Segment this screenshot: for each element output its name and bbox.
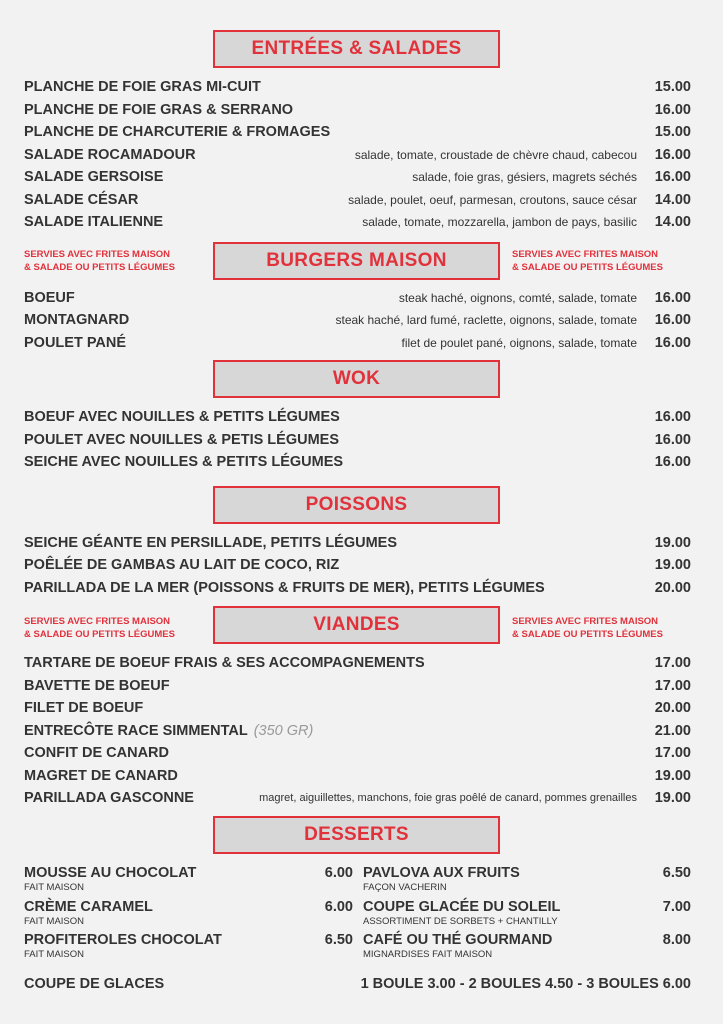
item-name: SEICHE AVEC NOUILLES & PETITS LÉGUMES <box>24 454 344 470</box>
dessert-price: 6.50 <box>662 865 691 881</box>
section-title-text: ENTRÉES & SALADES <box>251 38 462 59</box>
dessert-sub: ASSORTIMENT DE SORBETS + CHANTILLY <box>363 916 558 927</box>
menu-item <box>24 652 691 674</box>
item-price: 16.00 <box>654 454 691 470</box>
glaces-name: COUPE DE GLACES <box>24 976 165 992</box>
menu-item <box>24 76 691 98</box>
item-desc: steak haché, lard fumé, raclette, oignons, salade, tomate <box>335 313 637 327</box>
item-price: 15.00 <box>654 79 691 95</box>
item-desc: steak haché, oignons, comté, salade, tomate <box>398 291 637 305</box>
item-price: 17.00 <box>654 678 691 694</box>
item-name: SALADE GERSOISE <box>24 169 164 185</box>
item-name: PLANCHE DE FOIE GRAS MI-CUIT <box>24 79 261 95</box>
menu-item <box>24 287 691 309</box>
dessert-name: CRÈME CARAMEL <box>24 899 153 915</box>
item-name: PLANCHE DE FOIE GRAS & SERRANO <box>24 102 294 118</box>
dessert-item <box>24 865 353 899</box>
item-name: FILET DE BOEUF <box>24 700 144 716</box>
item-price: 14.00 <box>654 192 691 208</box>
item-name: SEICHE GÉANTE EN PERSILLADE, PETITS LÉGUMES <box>24 535 398 551</box>
item-price: 16.00 <box>654 432 691 448</box>
item-price: 20.00 <box>654 580 691 596</box>
dessert-price: 6.00 <box>324 865 353 881</box>
item-name: POULET AVEC NOUILLES & PETIS LÉGUMES <box>24 432 339 448</box>
item-price: 19.00 <box>654 790 691 806</box>
dessert-item <box>363 899 691 933</box>
dessert-name: CAFÉ OU THÉ GOURMAND <box>363 932 553 948</box>
item-price: 16.00 <box>654 102 691 118</box>
item-price: 16.00 <box>654 335 691 351</box>
item-name: MAGRET DE CANARD <box>24 768 178 784</box>
dessert-sub: FAIT MAISON <box>24 949 85 960</box>
section-title-text: POISSONS <box>305 494 408 515</box>
menu-item <box>24 332 691 354</box>
dessert-name: PAVLOVA AUX FRUITS <box>363 865 520 881</box>
item-price: 16.00 <box>654 147 691 163</box>
item-name: SALADE CÉSAR <box>24 192 139 208</box>
side-note-line: & SALADE OU PETITS LÉGUMES <box>512 261 663 273</box>
item-desc: salade, poulet, oeuf, parmesan, croutons, sauce césar <box>348 193 637 207</box>
item-price: 17.00 <box>654 655 691 671</box>
item-name: SALADE ROCAMADOUR <box>24 147 196 163</box>
dessert-name: COUPE GLACÉE DU SOLEIL <box>363 899 561 915</box>
item-name: POÊLÉE DE GAMBAS AU LAIT DE COCO, RIZ <box>24 557 340 573</box>
menu-item <box>24 99 691 121</box>
menu-item <box>24 144 691 166</box>
menu-item <box>24 451 691 473</box>
item-price: 21.00 <box>654 723 691 739</box>
item-price: 14.00 <box>654 214 691 230</box>
menu-item <box>24 675 691 697</box>
side-note-line: & SALADE OU PETITS LÉGUMES <box>24 628 175 640</box>
dessert-sub: MIGNARDISES FAIT MAISON <box>363 949 493 960</box>
menu-item <box>24 211 691 233</box>
item-desc: salade, foie gras, gésiers, magrets séchés <box>412 170 637 184</box>
viandes-side-note-left <box>24 616 214 641</box>
dessert-sub: FAÇON VACHERIN <box>363 882 447 893</box>
item-price: 20.00 <box>654 700 691 716</box>
side-note-line: SERVIES AVEC FRITES MAISON <box>512 616 659 627</box>
dessert-price: 8.00 <box>662 932 691 948</box>
menu-item <box>24 166 691 188</box>
section-title-text: BURGERS MAISON <box>266 250 447 271</box>
menu-item <box>24 554 691 576</box>
section-title-burgers <box>213 242 500 280</box>
item-name: POULET PANÉ <box>24 335 127 351</box>
dessert-name: MOUSSE AU CHOCOLAT <box>24 865 197 881</box>
item-name: PLANCHE DE CHARCUTERIE & FROMAGES <box>24 124 331 140</box>
menu-item <box>24 765 691 787</box>
glaces-row <box>24 973 691 995</box>
section-title-text: DESSERTS <box>304 824 409 845</box>
item-name: BOEUF <box>24 290 75 306</box>
section-title-wok <box>213 360 500 398</box>
menu-item <box>24 532 691 554</box>
side-note-line: SERVIES AVEC FRITES MAISON <box>512 249 659 260</box>
item-name: SALADE ITALIENNE <box>24 214 164 230</box>
item-name: BAVETTE DE BOEUF <box>24 678 170 694</box>
menu-item <box>24 121 691 143</box>
dessert-name: PROFITEROLES CHOCOLAT <box>24 932 222 948</box>
menu-item <box>24 787 691 809</box>
dessert-sub: FAIT MAISON <box>24 882 85 893</box>
dessert-item <box>24 899 353 933</box>
item-price: 19.00 <box>654 535 691 551</box>
item-desc: salade, tomate, mozzarella, jambon de pays, basilic <box>362 215 637 229</box>
side-note-line: SERVIES AVEC FRITES MAISON <box>24 616 171 627</box>
menu-item <box>24 309 691 331</box>
item-desc: salade, tomate, croustade de chèvre chaud, cabecou <box>354 148 637 162</box>
item-price: 19.00 <box>654 768 691 784</box>
dessert-price: 6.50 <box>324 932 353 948</box>
item-name: PARILLADA DE LA MER (POISSONS & FRUITS DE MER), PETITS LÉGUMES <box>24 580 545 596</box>
section-title-entrees <box>213 30 500 68</box>
item-desc: filet de poulet pané, oignons, salade, tomate <box>401 336 637 350</box>
dessert-item <box>363 932 691 966</box>
side-note-line: SERVIES AVEC FRITES MAISON <box>24 249 171 260</box>
item-price: 15.00 <box>654 124 691 140</box>
item-price: 16.00 <box>654 169 691 185</box>
item-name: PARILLADA GASCONNE <box>24 790 194 806</box>
item-name: BOEUF AVEC NOUILLES & PETITS LÉGUMES <box>24 409 340 425</box>
menu-item <box>24 577 691 599</box>
menu-item <box>24 429 691 451</box>
side-note-line: & SALADE OU PETITS LÉGUMES <box>512 628 663 640</box>
section-title-viandes <box>213 606 500 644</box>
dessert-price: 7.00 <box>662 899 691 915</box>
item-price: 16.00 <box>654 290 691 306</box>
menu-item <box>24 406 691 428</box>
menu-item <box>24 189 691 211</box>
item-price: 16.00 <box>654 312 691 328</box>
section-title-text: WOK <box>332 368 381 389</box>
burgers-side-note-left <box>24 249 214 274</box>
glaces-prices: 1 BOULE 3.00 - 2 BOULES 4.50 - 3 BOULES 6.00 <box>360 976 691 992</box>
item-desc: magret, aiguillettes, manchons, foie gras poêlé de canard, pommes grenailles <box>259 792 637 804</box>
item-name: TARTARE DE BOEUF FRAIS & SES ACCOMPAGNEMENTS <box>24 655 425 671</box>
dessert-item <box>24 932 353 966</box>
dessert-price: 6.00 <box>324 899 353 915</box>
section-title-desserts <box>213 816 500 854</box>
menu-item <box>24 720 691 742</box>
item-price: 16.00 <box>654 409 691 425</box>
item-price: 19.00 <box>654 557 691 573</box>
dessert-item <box>363 865 691 899</box>
viandes-side-note-right <box>512 616 702 641</box>
item-name: ENTRECÔTE RACE SIMMENTAL <box>24 723 248 739</box>
item-price: 17.00 <box>654 745 691 761</box>
section-title-text: VIANDES <box>313 614 400 635</box>
menu-item <box>24 697 691 719</box>
side-note-line: & SALADE OU PETITS LÉGUMES <box>24 261 175 273</box>
section-title-poissons <box>213 486 500 524</box>
dessert-sub: FAIT MAISON <box>24 916 85 927</box>
menu-item <box>24 742 691 764</box>
item-name: MONTAGNARD <box>24 312 130 328</box>
item-name: CONFIT DE CANARD <box>24 745 169 761</box>
item-note: (350 GR) <box>253 723 314 739</box>
burgers-side-note-right <box>512 249 702 274</box>
